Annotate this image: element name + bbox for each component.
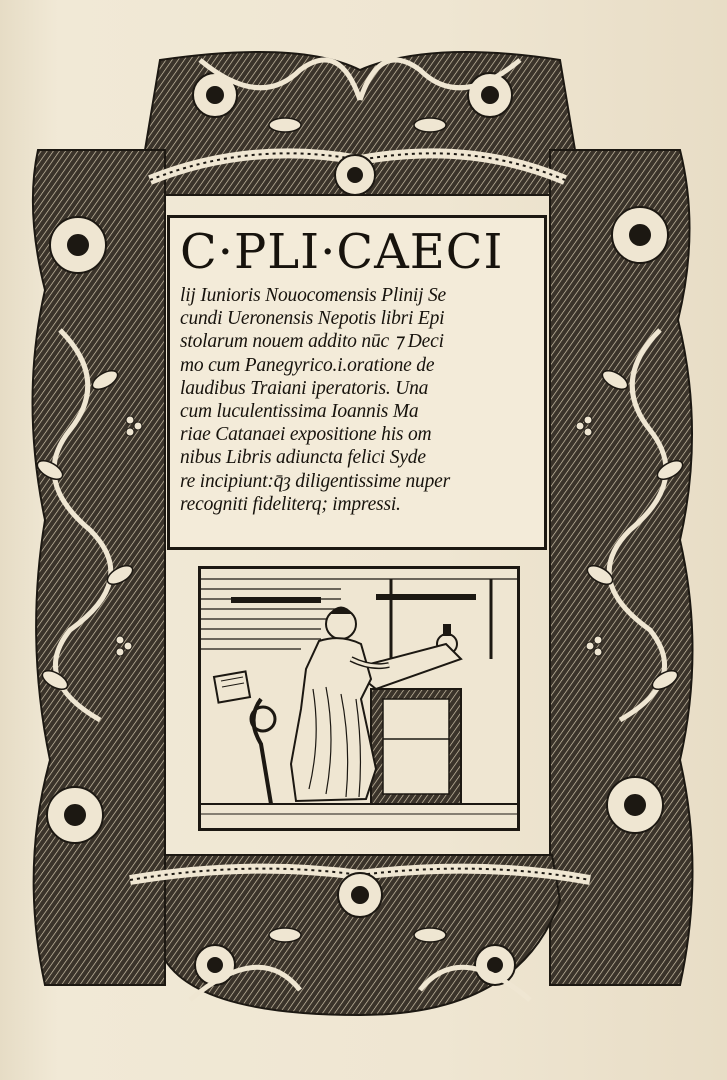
title-body — [180, 284, 532, 516]
body-line: lij Iunioris Nouocomensis Plinij Se — [180, 285, 446, 306]
body-line: stolarum nouem addito nūc ⁊ Deci — [180, 331, 444, 353]
title-heading: C·PLI·CAECI — [180, 224, 504, 280]
body-line: re incipiunt:q̄ȝ diligentissime nuper — [180, 470, 450, 492]
body-line: mo cum Panegyrico.i.oratione de — [180, 354, 435, 376]
body-line: cundi Ueronensis Nepotis libri Epi — [180, 308, 445, 330]
body-line: riae Catanaei expositione his om — [180, 424, 432, 446]
body-line: nibus Libris adiuncta felici Syde — [180, 447, 426, 469]
body-line: recogniti fideliterq; impressi. — [180, 493, 401, 515]
body-line: laudibus Traiani iperatoris. Una — [180, 377, 429, 399]
scholar-woodcut-illustration — [198, 566, 520, 831]
title-text-panel — [167, 215, 547, 550]
body-line: cum luculentissima Ioannis Ma — [180, 401, 419, 423]
